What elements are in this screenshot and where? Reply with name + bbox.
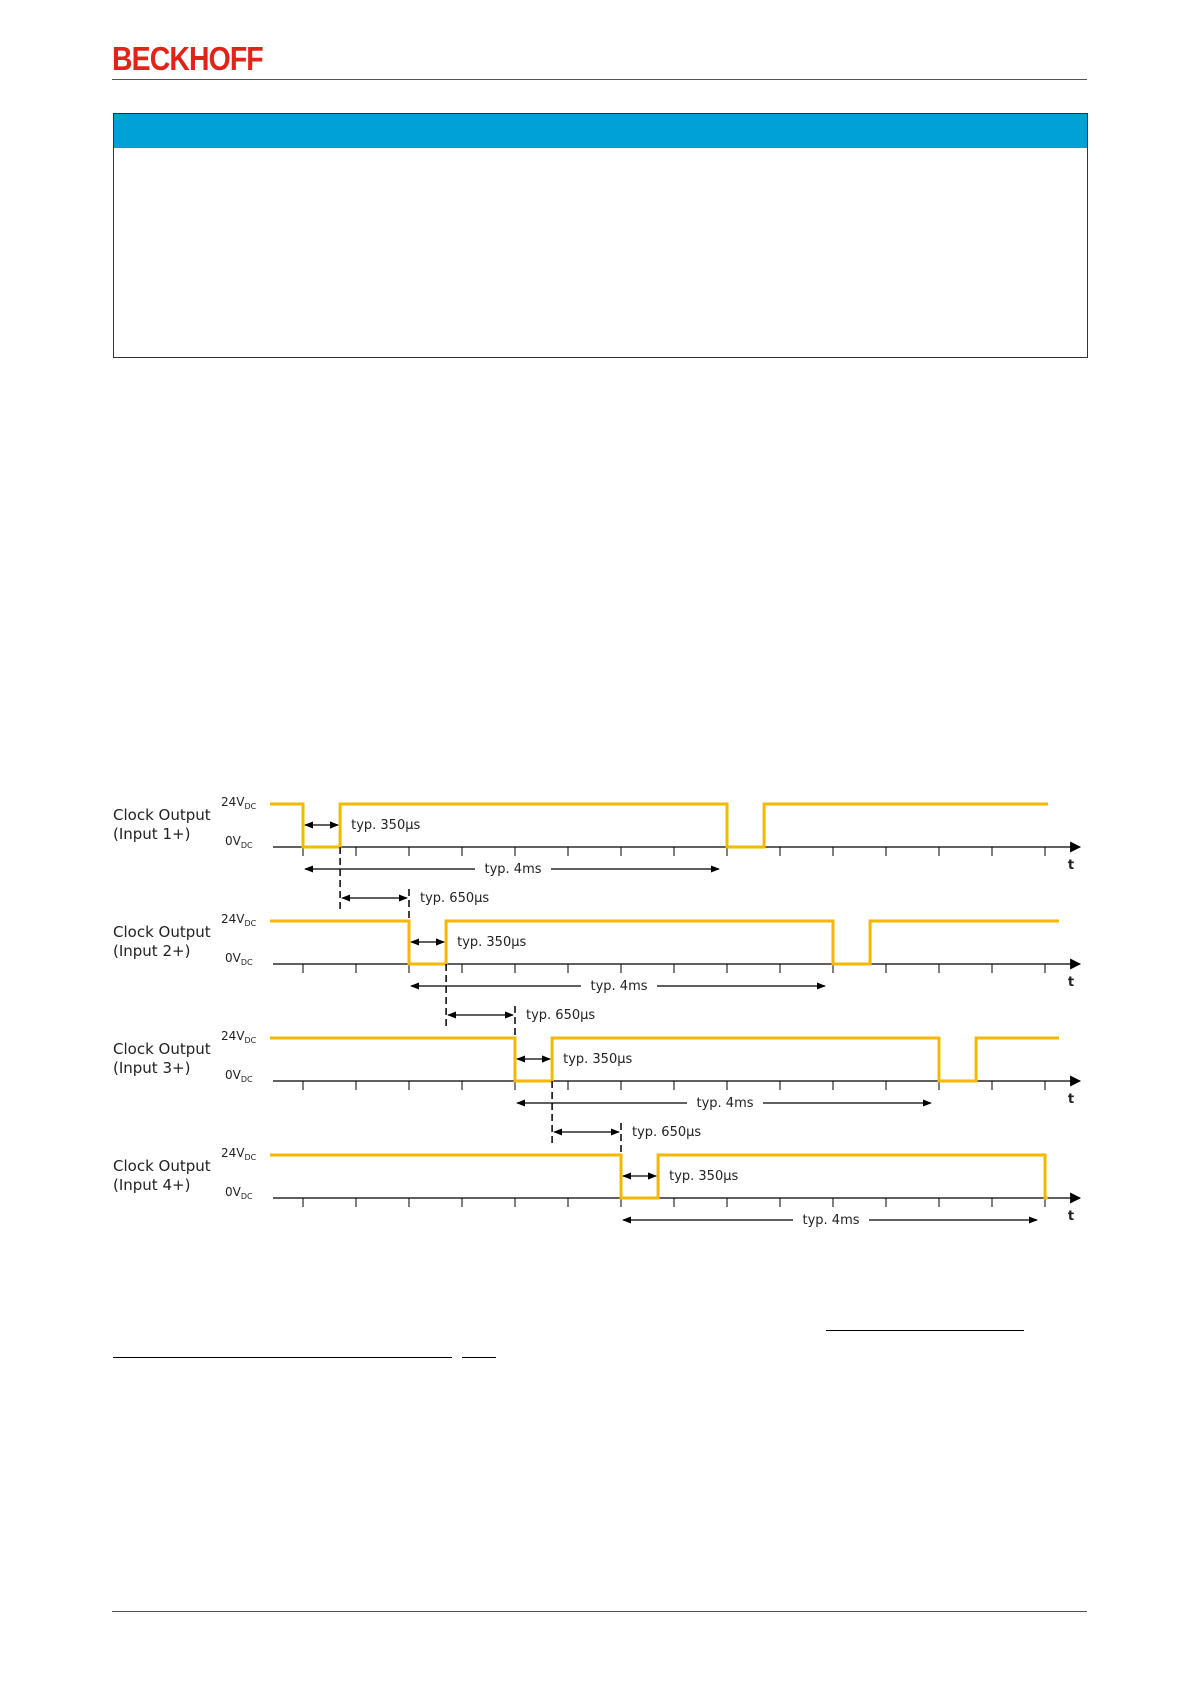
footer-divider bbox=[112, 1611, 1087, 1612]
channel-label: Clock Output bbox=[113, 806, 211, 824]
pulse-width-label: typ. 350µs bbox=[457, 935, 527, 950]
channel-label: Clock Output bbox=[113, 1157, 211, 1175]
signal-waveform bbox=[270, 921, 1059, 964]
link-underline[interactable] bbox=[113, 1357, 452, 1358]
period-label: typ. 4ms bbox=[590, 979, 648, 994]
offset-label: typ. 650µs bbox=[420, 891, 490, 906]
level-24v-label: $24V_{DC}$ bbox=[221, 1029, 257, 1045]
time-axis-label: t bbox=[1067, 1209, 1075, 1224]
level-24v-label: $24V_{DC}$ bbox=[221, 912, 257, 928]
link-underline[interactable] bbox=[826, 1330, 1024, 1331]
period-label: typ. 4ms bbox=[484, 862, 542, 877]
offset-label: typ. 650µs bbox=[632, 1125, 702, 1140]
channel-label: (Input 1+) bbox=[113, 825, 191, 843]
channel-label: Clock Output bbox=[113, 1040, 211, 1058]
period-label: typ. 4ms bbox=[696, 1096, 754, 1111]
channel-label: Clock Output bbox=[113, 923, 211, 941]
beckhoff-logo: BECKHOFF bbox=[112, 40, 263, 77]
channel-label: (Input 2+) bbox=[113, 942, 191, 960]
pulse-width-label: typ. 350µs bbox=[351, 818, 421, 833]
level-0v-label: $0V_{DC}$ bbox=[225, 1068, 253, 1084]
time-axis-label: t bbox=[1067, 858, 1075, 873]
channel-label: (Input 4+) bbox=[113, 1176, 191, 1194]
link-underline[interactable] bbox=[462, 1357, 496, 1358]
time-axis-label: t bbox=[1067, 975, 1075, 990]
signal-waveform bbox=[270, 1155, 1048, 1198]
level-24v-label: $24V_{DC}$ bbox=[221, 1146, 257, 1162]
pulse-width-label: typ. 350µs bbox=[563, 1052, 633, 1067]
channel-label: (Input 3+) bbox=[113, 1059, 191, 1077]
level-0v-label: $0V_{DC}$ bbox=[225, 951, 253, 967]
time-axis-label: t bbox=[1067, 1092, 1075, 1107]
signal-waveform bbox=[270, 1038, 1059, 1081]
offset-label: typ. 650µs bbox=[526, 1008, 596, 1023]
period-label: typ. 4ms bbox=[802, 1213, 860, 1228]
level-0v-label: $0V_{DC}$ bbox=[225, 1185, 253, 1201]
pulse-width-label: typ. 350µs bbox=[669, 1169, 739, 1184]
level-24v-label: $24V_{DC}$ bbox=[221, 795, 257, 811]
level-0v-label: $0V_{DC}$ bbox=[225, 834, 253, 850]
